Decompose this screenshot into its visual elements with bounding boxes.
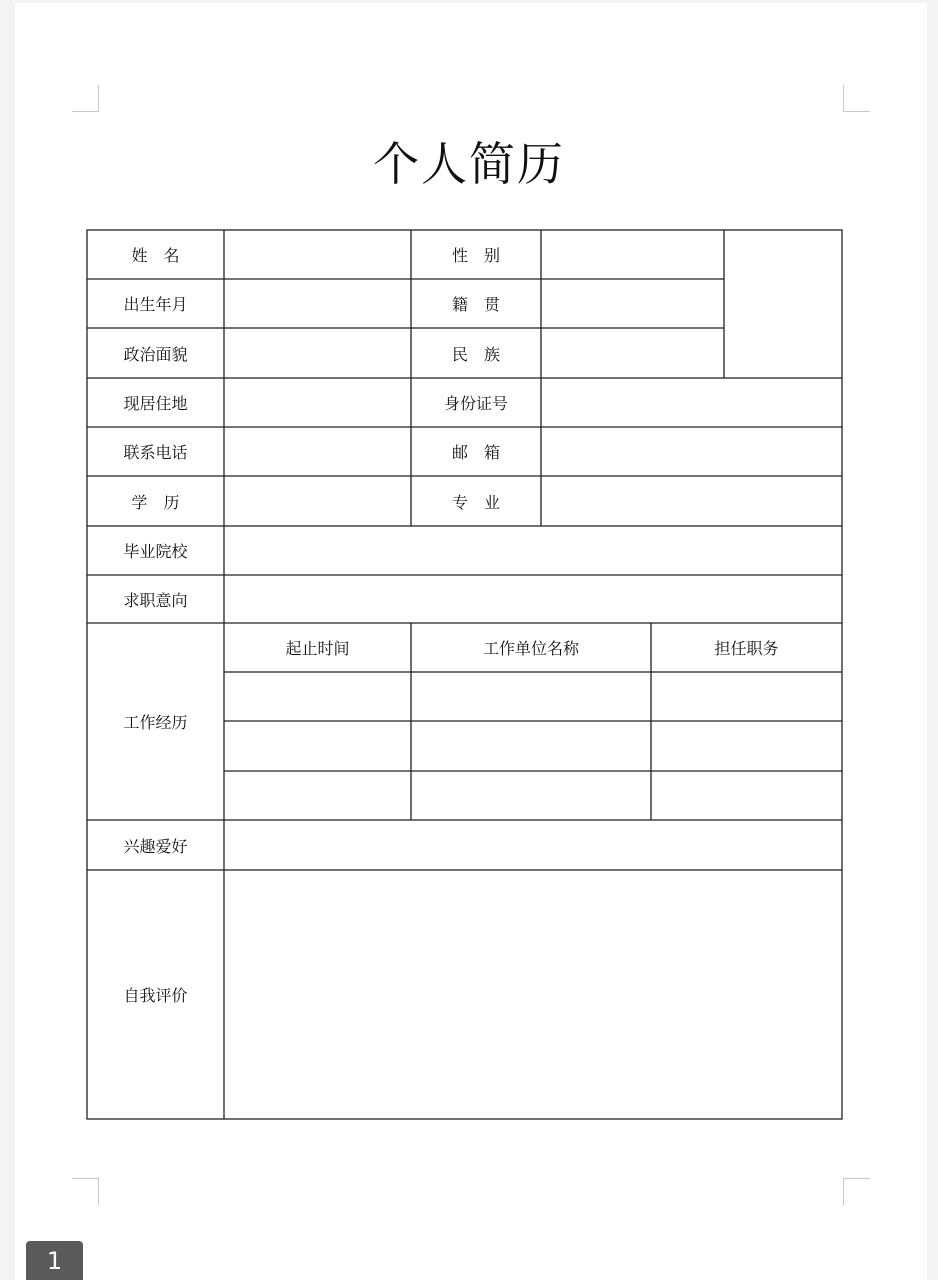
label-hobbies: 兴趣爱好 xyxy=(123,836,188,856)
name-field[interactable] xyxy=(224,230,411,279)
photo-box[interactable] xyxy=(724,230,842,378)
birth-field[interactable] xyxy=(224,279,411,328)
label-phone: 联系电话 xyxy=(123,443,188,462)
work-header-period: 起止时间 xyxy=(285,639,350,658)
label-birth: 出生年月 xyxy=(123,295,188,314)
hobbies-field[interactable] xyxy=(224,820,842,870)
native-place-field[interactable] xyxy=(541,279,724,328)
label-name: 姓 名 xyxy=(131,246,180,265)
education-field[interactable] xyxy=(224,476,411,526)
ethnicity-field[interactable] xyxy=(541,328,724,378)
job-intention-field[interactable] xyxy=(224,575,842,623)
label-email: 邮 箱 xyxy=(451,443,500,462)
self-evaluation-field[interactable] xyxy=(224,870,842,1119)
work-experience-rows[interactable] xyxy=(224,672,842,820)
work-header-employer: 工作单位名称 xyxy=(482,639,579,658)
page-number-badge: 1 xyxy=(26,1241,83,1280)
gender-field[interactable] xyxy=(541,230,724,279)
label-political-status: 政治面貌 xyxy=(123,344,188,364)
label-id-number: 身份证号 xyxy=(443,394,508,413)
label-work-experience: 工作经历 xyxy=(123,713,188,732)
label-school: 毕业院校 xyxy=(123,542,188,561)
address-field[interactable] xyxy=(224,378,411,427)
label-gender: 性 别 xyxy=(451,246,500,265)
label-major: 专 业 xyxy=(451,492,500,512)
id-number-field[interactable] xyxy=(541,378,842,427)
major-field[interactable] xyxy=(541,476,842,526)
political-status-field[interactable] xyxy=(224,328,411,378)
phone-field[interactable] xyxy=(224,427,411,476)
label-self-evaluation: 自我评价 xyxy=(123,986,188,1005)
label-job-intention: 求职意向 xyxy=(123,590,188,610)
label-ethnicity: 民 族 xyxy=(451,344,500,364)
school-field[interactable] xyxy=(224,526,842,575)
label-native-place: 籍 贯 xyxy=(451,295,500,314)
work-header-position: 担任职务 xyxy=(714,639,779,658)
email-field[interactable] xyxy=(541,427,842,476)
label-address: 现居住地 xyxy=(123,394,188,413)
label-education: 学 历 xyxy=(131,492,180,512)
document-title: 个人简历 xyxy=(373,137,565,191)
